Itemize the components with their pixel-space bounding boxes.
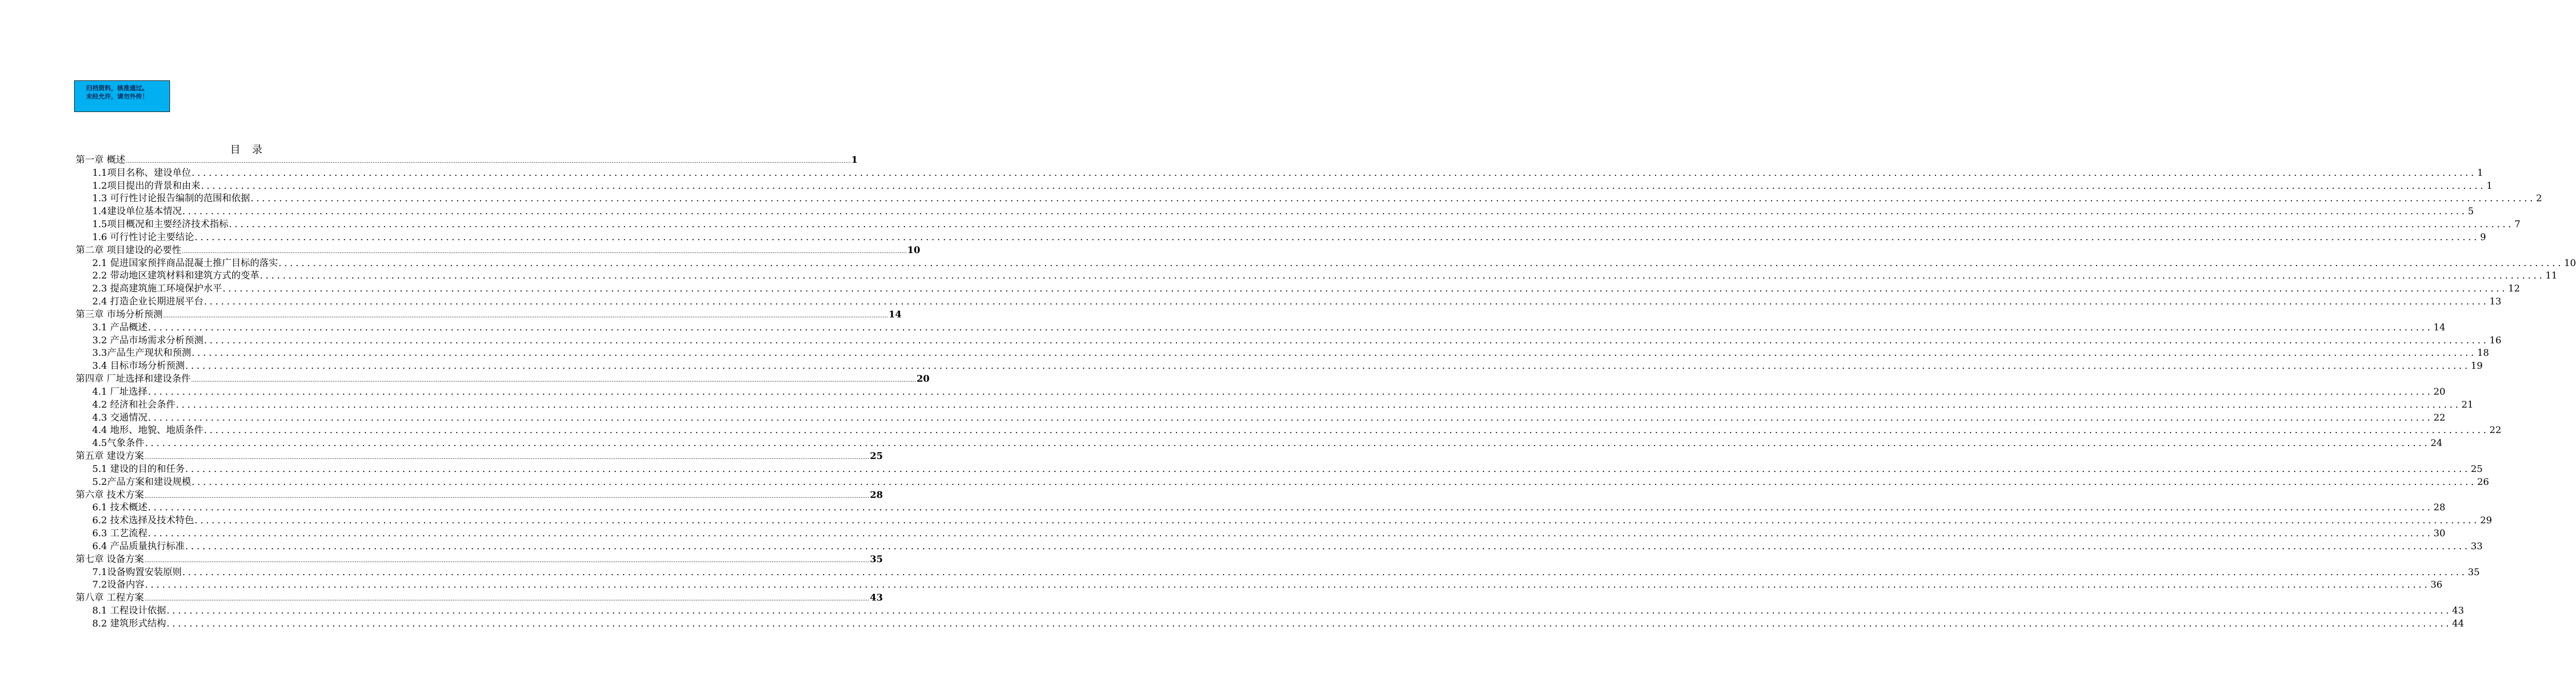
- toc-entry-label: 6.1 技术概述: [92, 502, 148, 513]
- toc-dot-leader: ................................................................................................................................................................................................................................................................................................................................................................................................................: [176, 399, 2461, 410]
- toc-page-number: 22: [2489, 425, 2501, 436]
- toc-section-entry[interactable]: [76, 334, 2501, 347]
- toc-entry-label: 1.3 可行性讨论报告编制的范围和依据: [92, 193, 250, 204]
- stamp-line-1: 归档资料，核准通过。: [86, 85, 149, 92]
- toc-dot-leader: ................................................................................................................................................................................................................................................................................................................................................................................................................: [145, 579, 2430, 591]
- toc-section-entry[interactable]: [76, 347, 2489, 360]
- toc-page-number: 26: [2477, 476, 2489, 487]
- toc-dot-leader: ................................................................................................................................................................................................................................................................................................................................................................................................................: [191, 347, 2477, 359]
- toc-entry-label: 第七章 设备方案: [76, 553, 144, 565]
- toc-entry-label: 2.2 带动地区建筑材料和建筑方式的变革: [92, 270, 260, 282]
- toc-section-entry[interactable]: [76, 540, 2483, 553]
- toc-page-number: 14: [888, 309, 902, 320]
- toc-dot-leader: ................................................................................................................................................................................................................................................................................................................................................................................................................: [250, 193, 2536, 204]
- toc-dot-leader: ................................................................................................................................................................................................................................................................................................................................................................................................................: [148, 322, 2433, 333]
- toc-page-number: 20: [2433, 386, 2445, 397]
- toc-dot-leader: ................................................................................................................................................................................................................................................................................................................................................................................................................: [185, 360, 2471, 372]
- toc-page-number: 36: [2430, 579, 2443, 591]
- toc-page-number: 30: [2433, 528, 2445, 539]
- toc-section-entry[interactable]: [76, 283, 2520, 296]
- toc-entry-label: 3.3产品生产现状和预测: [92, 347, 191, 359]
- toc-section-entry[interactable]: [76, 218, 2521, 231]
- toc-dot-leader: ................................................................................................................................................................................................................................................................................................................................................................................................................: [191, 476, 2477, 487]
- toc-dot-leader: ................................................................................................................................................................................................................................................................................................................................................................................................................: [148, 528, 2433, 539]
- toc-section-entry[interactable]: [76, 527, 2445, 540]
- toc-page-number: 43: [870, 592, 883, 604]
- toc-section-entry[interactable]: [76, 412, 2445, 425]
- toc-page-number: 10: [907, 244, 921, 256]
- toc-dot-leader: ................................................................................................................................................................................................................................................................................................................................................................................................................: [204, 296, 2489, 308]
- toc-entry-label: 7.2设备内容: [92, 579, 145, 591]
- toc-section-entry[interactable]: [76, 618, 2464, 631]
- toc-dot-leader: ................................................................................................................................................................................................................................................................................................................................................................................................................: [166, 605, 2452, 616]
- toc-entry-label: 第五章 建设方案: [76, 451, 144, 462]
- toc-section-entry[interactable]: [76, 205, 2474, 218]
- toc-chapter-entry[interactable]: [76, 553, 883, 566]
- toc-page-number: 35: [870, 553, 883, 565]
- archive-stamp: [74, 80, 170, 112]
- toc-dot-leader: ................................................................................................................................................................................................................................................................................................................................................................................................................: [144, 556, 870, 564]
- toc-section-entry[interactable]: [76, 399, 2473, 412]
- toc-section-entry[interactable]: [76, 463, 2483, 476]
- toc-page-number: 7: [2514, 219, 2521, 230]
- toc-page-number: 10: [2564, 257, 2576, 269]
- toc-section-entry[interactable]: [76, 605, 2464, 618]
- toc-chapter-entry[interactable]: [76, 373, 930, 386]
- toc-dot-leader: ................................................................................................................................................................................................................................................................................................................................................................................................................: [185, 540, 2471, 552]
- toc-entry-label: 4.5气象条件: [92, 438, 145, 449]
- toc-dot-leader: ................................................................................................................................................................................................................................................................................................................................................................................................................: [125, 158, 851, 164]
- toc-section-entry[interactable]: [76, 424, 2501, 437]
- toc-page-number: 16: [2489, 334, 2501, 346]
- toc-page-number: 43: [2452, 605, 2464, 616]
- toc-entry-label: 2.1 促进国家预拌商品混凝土推广目标的落实: [92, 257, 278, 269]
- toc-section-entry[interactable]: [76, 514, 2492, 527]
- toc-dot-leader: ................................................................................................................................................................................................................................................................................................................................................................................................................: [144, 595, 870, 603]
- toc-dot-leader: ................................................................................................................................................................................................................................................................................................................................................................................................................: [145, 438, 2430, 449]
- toc-section-entry[interactable]: [76, 180, 2493, 193]
- toc-page-number: 14: [2433, 322, 2445, 333]
- toc-chapter-entry[interactable]: [76, 450, 883, 463]
- toc-dot-leader: ................................................................................................................................................................................................................................................................................................................................................................................................................: [191, 167, 2477, 178]
- toc-entry-label: 1.1项目名称、建设单位: [92, 167, 191, 178]
- toc-page-number: 11: [2545, 270, 2557, 282]
- toc-section-entry[interactable]: [76, 231, 2486, 244]
- toc-entry-label: 4.4 地形、地貌、地质条件: [92, 425, 204, 436]
- toc-entry-label: 8.1 工程设计依据: [92, 605, 166, 616]
- toc-entry-label: 1.5项目概况和主要经济技术指标: [92, 219, 229, 230]
- table-of-contents: [76, 154, 2576, 631]
- toc-page-number: 25: [870, 451, 883, 462]
- toc-page-number: 1: [2477, 167, 2483, 178]
- toc-dot-leader: ................................................................................................................................................................................................................................................................................................................................................................................................................: [278, 257, 2564, 269]
- toc-chapter-entry[interactable]: [76, 244, 921, 257]
- toc-dot-leader: ................................................................................................................................................................................................................................................................................................................................................................................................................: [181, 247, 907, 255]
- toc-page-number: 22: [2433, 412, 2445, 423]
- toc-page-number: 29: [2480, 515, 2492, 526]
- toc-entry-label: 1.6 可行性讨论主要结论: [92, 231, 194, 243]
- toc-dot-leader: ................................................................................................................................................................................................................................................................................................................................................................................................................: [144, 492, 870, 499]
- toc-chapter-entry[interactable]: [76, 592, 883, 605]
- toc-entry-label: 4.3 交通情况: [92, 412, 148, 423]
- toc-page-number: 24: [2430, 438, 2443, 449]
- toc-page-number: 20: [916, 373, 930, 385]
- toc-page-number: 44: [2452, 618, 2464, 629]
- toc-entry-label: 第二章 项目建设的必要性: [76, 244, 181, 256]
- toc-page-number: 25: [2471, 463, 2483, 475]
- toc-section-entry[interactable]: [76, 257, 2576, 270]
- toc-page-number: 28: [2433, 502, 2445, 513]
- toc-dot-leader: ................................................................................................................................................................................................................................................................................................................................................................................................................: [182, 566, 2468, 578]
- toc-dot-leader: ................................................................................................................................................................................................................................................................................................................................................................................................................: [260, 270, 2545, 282]
- toc-entry-label: 4.2 经济和社会条件: [92, 399, 176, 410]
- toc-section-entry[interactable]: [76, 167, 2483, 180]
- toc-entry-label: 2.4 打造企业长期进展平台: [92, 296, 204, 308]
- toc-dot-leader: ................................................................................................................................................................................................................................................................................................................................................................................................................: [194, 515, 2480, 526]
- toc-page-number: 5: [2468, 206, 2474, 217]
- toc-entry-label: 第八章 工程方案: [76, 592, 144, 604]
- toc-section-entry[interactable]: [76, 501, 2445, 514]
- toc-page-number: 33: [2471, 540, 2483, 552]
- toc-entry-label: 4.1 厂址选择: [92, 386, 148, 397]
- toc-dot-leader: ................................................................................................................................................................................................................................................................................................................................................................................................................: [204, 334, 2489, 346]
- toc-entry-label: 2.3 提高建筑施工环境保护水平: [92, 283, 222, 295]
- toc-dot-leader: ................................................................................................................................................................................................................................................................................................................................................................................................................: [163, 312, 888, 319]
- toc-entry-label: 第一章 概述: [76, 155, 125, 165]
- toc-dot-leader: ................................................................................................................................................................................................................................................................................................................................................................................................................: [222, 283, 2508, 295]
- toc-chapter-entry[interactable]: [76, 489, 883, 502]
- toc-section-entry[interactable]: [76, 579, 2443, 592]
- toc-entry-label: 1.4建设单位基本情况: [92, 206, 182, 217]
- toc-page-number: 12: [2508, 283, 2520, 295]
- toc-chapter-entry[interactable]: [76, 309, 902, 322]
- toc-page-number: 1: [2486, 180, 2493, 191]
- toc-dot-leader: ................................................................................................................................................................................................................................................................................................................................................................................................................: [194, 231, 2480, 243]
- toc-entry-label: 第三章 市场分析预测: [76, 309, 163, 320]
- toc-dot-leader: ................................................................................................................................................................................................................................................................................................................................................................................................................: [166, 618, 2452, 629]
- toc-entry-label: 6.3 工艺流程: [92, 528, 148, 539]
- toc-entry-label: 3.2 产品市场需求分析预测: [92, 334, 204, 346]
- toc-section-entry[interactable]: [76, 296, 2501, 309]
- toc-entry-label: 5.2产品方案和建设规模: [92, 476, 191, 487]
- toc-section-entry[interactable]: [76, 270, 2557, 283]
- toc-dot-leader: ................................................................................................................................................................................................................................................................................................................................................................................................................: [185, 463, 2471, 475]
- toc-entry-label: 3.1 产品概述: [92, 322, 148, 333]
- toc-entry-label: 8.2 建筑形式结构: [92, 618, 166, 629]
- toc-entry-label: 1.2项目提出的背景和由来: [92, 180, 201, 191]
- toc-section-entry[interactable]: [76, 566, 2480, 579]
- toc-entry-label: 第四章 厂址选择和建设条件: [76, 373, 191, 385]
- toc-dot-leader: ................................................................................................................................................................................................................................................................................................................................................................................................................: [229, 219, 2514, 230]
- toc-section-entry[interactable]: [76, 322, 2445, 334]
- toc-section-entry[interactable]: [76, 437, 2443, 450]
- toc-section-entry[interactable]: [76, 386, 2445, 399]
- toc-entry-label: 6.4 产品质量执行标准: [92, 540, 185, 552]
- toc-dot-leader: ................................................................................................................................................................................................................................................................................................................................................................................................................: [201, 180, 2486, 191]
- toc-chapter-entry[interactable]: [76, 154, 858, 167]
- toc-page-number: 1: [851, 155, 858, 165]
- toc-entry-label: 6.2 技术选择及技术特色: [92, 515, 194, 526]
- toc-page-number: 28: [870, 489, 883, 500]
- toc-dot-leader: ................................................................................................................................................................................................................................................................................................................................................................................................................: [204, 425, 2489, 436]
- toc-page-number: 19: [2471, 360, 2483, 372]
- toc-dot-leader: ................................................................................................................................................................................................................................................................................................................................................................................................................: [191, 377, 916, 384]
- toc-page-number: 9: [2480, 231, 2486, 243]
- toc-dot-leader: ................................................................................................................................................................................................................................................................................................................................................................................................................: [148, 412, 2433, 423]
- toc-entry-label: 7.1设备购置安装原则: [92, 566, 182, 578]
- toc-page-number: 35: [2468, 566, 2480, 578]
- toc-section-entry[interactable]: [76, 192, 2542, 205]
- stamp-line-2: 未经允许，请勿外传！: [86, 93, 149, 100]
- toc-dot-leader: ................................................................................................................................................................................................................................................................................................................................................................................................................: [182, 206, 2468, 217]
- toc-page-number: 13: [2489, 296, 2501, 308]
- toc-dot-leader: ................................................................................................................................................................................................................................................................................................................................................................................................................: [148, 502, 2433, 513]
- toc-entry-label: 5.1 建设的目的和任务: [92, 463, 185, 475]
- toc-entry-label: 第六章 技术方案: [76, 489, 144, 500]
- toc-page-number: 18: [2477, 347, 2489, 359]
- toc-page-number: 2: [2536, 193, 2542, 204]
- toc-section-entry[interactable]: [76, 476, 2489, 489]
- toc-title: 目 录: [230, 143, 267, 156]
- toc-dot-leader: ................................................................................................................................................................................................................................................................................................................................................................................................................: [148, 386, 2433, 397]
- toc-page-number: 21: [2461, 399, 2473, 410]
- toc-dot-leader: ................................................................................................................................................................................................................................................................................................................................................................................................................: [144, 454, 870, 461]
- toc-section-entry[interactable]: [76, 360, 2483, 373]
- toc-entry-label: 3.4 目标市场分析预测: [92, 360, 185, 372]
